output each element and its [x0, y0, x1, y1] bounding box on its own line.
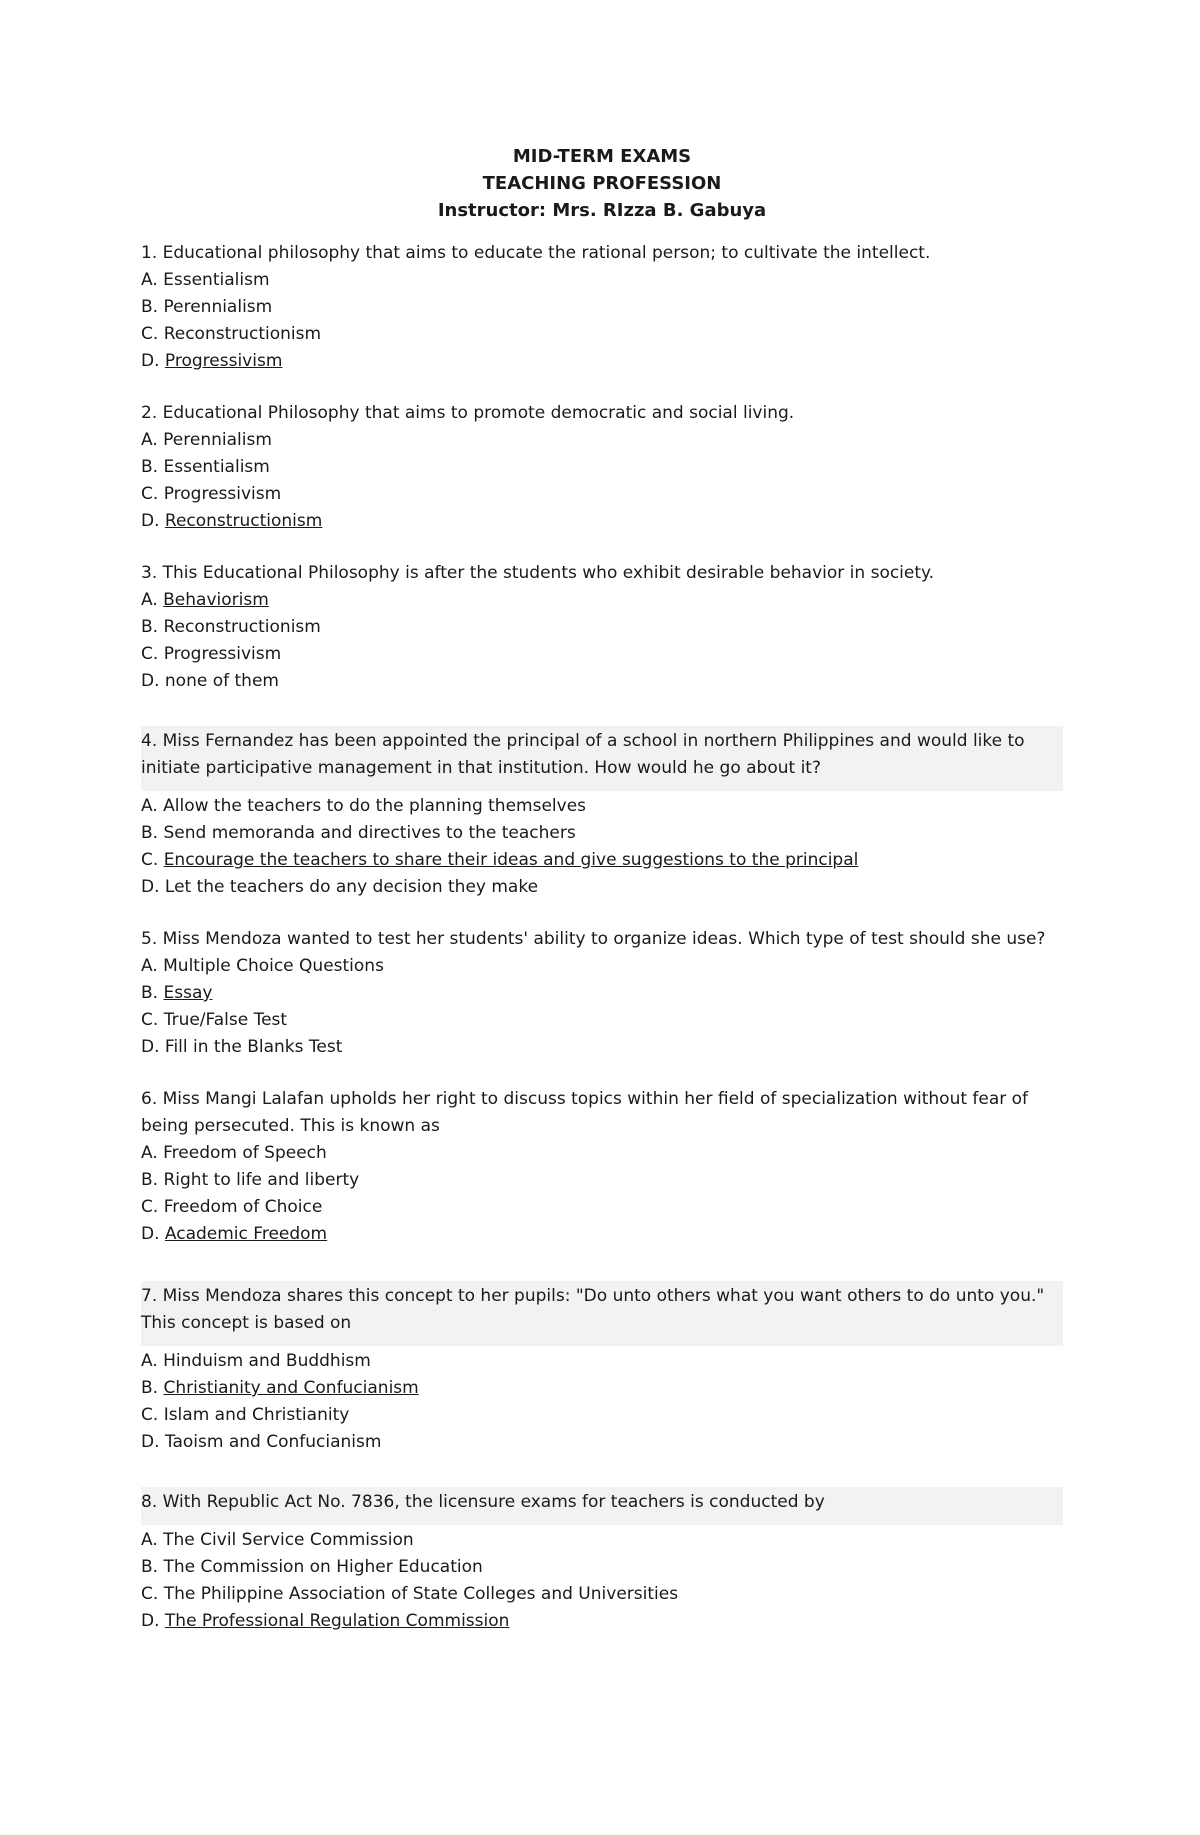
question-text: 7. Miss Mendoza shares this concept to her pupils: "Do unto others what you want others to do unto you." This concept is based on — [141, 1281, 1063, 1346]
option-text: Send memoranda and directives to the teachers — [163, 823, 576, 843]
option-c — [141, 321, 1063, 348]
option-text: Perennialism — [163, 297, 273, 317]
option-text: Islam and Christianity — [163, 1405, 350, 1425]
question-5 — [141, 926, 1063, 1061]
question-2 — [141, 400, 1063, 535]
option-letter: D. — [141, 351, 160, 371]
options-list — [141, 267, 1063, 375]
option-c — [141, 847, 1063, 874]
question-text: 3. This Educational Philosophy is after the students who exhibit desirable behavior in society. — [141, 563, 935, 583]
option-letter: D. — [141, 1037, 160, 1057]
options-list — [141, 587, 1063, 695]
option-letter: B. — [141, 457, 159, 477]
option-letter: C. — [141, 850, 159, 870]
option-text-answer: Essay — [163, 983, 213, 1003]
option-text: Freedom of Speech — [163, 1143, 327, 1163]
option-a — [141, 953, 1063, 980]
option-b — [141, 454, 1063, 481]
exam-title: MID-TERM EXAMS — [512, 146, 692, 167]
option-text-answer: Behaviorism — [163, 590, 269, 610]
option-d — [141, 874, 1063, 901]
exam-header — [141, 143, 1063, 224]
option-text: Reconstructionism — [163, 324, 322, 344]
option-text: The Civil Service Commission — [163, 1530, 414, 1550]
option-text: none of them — [164, 671, 279, 691]
option-c — [141, 1581, 1063, 1608]
option-letter: D. — [141, 671, 160, 691]
option-letter: D. — [141, 1611, 160, 1631]
option-letter: B. — [141, 297, 159, 317]
option-text: Hinduism and Buddhism — [163, 1351, 371, 1371]
option-text-answer: Academic Freedom — [164, 1224, 328, 1244]
option-b — [141, 1167, 1063, 1194]
question-1 — [141, 240, 1063, 375]
option-text-answer: Christianity and Confucianism — [163, 1378, 419, 1398]
option-text: Let the teachers do any decision they make — [164, 877, 539, 897]
option-letter: D. — [141, 511, 160, 531]
option-c — [141, 1402, 1063, 1429]
option-letter: B. — [141, 1378, 159, 1398]
options-list — [141, 953, 1063, 1061]
option-text: The Philippine Association of State Colleges and Universities — [163, 1584, 679, 1604]
option-letter: A. — [141, 956, 158, 976]
option-text: Freedom of Choice — [163, 1197, 323, 1217]
option-letter: C. — [141, 1405, 159, 1425]
option-text: Reconstructionism — [163, 617, 321, 637]
option-text: Essentialism — [163, 457, 270, 477]
course-title: TEACHING PROFESSION — [482, 173, 722, 194]
question-text: 6. Miss Mangi Lalafan upholds her right to discuss topics within her field of specialization without fear of being persecuted. This is known as — [141, 1089, 1029, 1136]
option-text-answer: Progressivism — [164, 351, 283, 371]
option-letter: A. — [141, 590, 158, 610]
option-letter: B. — [141, 1170, 159, 1190]
question-text: 4. Miss Fernandez has been appointed the principal of a school in northern Philippines and would like to initiate participative management in that institution. How would he go about it? — [141, 726, 1063, 791]
option-letter: C. — [141, 484, 159, 504]
option-letter: B. — [141, 983, 159, 1003]
option-d — [141, 1429, 1063, 1456]
option-a — [141, 793, 1063, 820]
option-c — [141, 1194, 1063, 1221]
option-letter: A. — [141, 796, 158, 816]
option-a — [141, 587, 1063, 614]
option-d — [141, 668, 1063, 695]
option-d — [141, 508, 1063, 535]
option-text: The Commission on Higher Education — [163, 1557, 483, 1577]
option-letter: A. — [141, 1530, 158, 1550]
option-a — [141, 267, 1063, 294]
options-list — [141, 1527, 1063, 1635]
option-letter: C. — [141, 1010, 159, 1030]
option-d — [141, 1034, 1063, 1061]
option-letter: D. — [141, 1432, 160, 1452]
instructor-line: Instructor: Mrs. RIzza B. Gabuya — [437, 200, 767, 221]
question-text: 8. With Republic Act No. 7836, the licensure exams for teachers is conducted by — [141, 1487, 1063, 1525]
option-letter: A. — [141, 270, 158, 290]
question-7 — [141, 1281, 1063, 1456]
option-a — [141, 1348, 1063, 1375]
option-b — [141, 614, 1063, 641]
option-letter: D. — [141, 1224, 160, 1244]
question-8 — [141, 1487, 1063, 1635]
options-list — [141, 1140, 1063, 1248]
option-a — [141, 1140, 1063, 1167]
options-list — [141, 1348, 1063, 1456]
option-letter: B. — [141, 617, 159, 637]
option-d — [141, 1608, 1063, 1635]
option-b — [141, 980, 1063, 1007]
option-text-answer: Reconstructionism — [164, 511, 323, 531]
option-letter: B. — [141, 1557, 159, 1577]
question-6 — [141, 1086, 1063, 1248]
option-c — [141, 481, 1063, 508]
option-a — [141, 427, 1063, 454]
option-letter: B. — [141, 823, 159, 843]
option-text: Progressivism — [163, 644, 282, 664]
option-text: Fill in the Blanks Test — [164, 1037, 343, 1057]
option-text-answer: Encourage the teachers to share their ideas and give suggestions to the principal — [163, 850, 859, 870]
question-text: 2. Educational Philosophy that aims to promote democratic and social living. — [141, 403, 795, 423]
option-c — [141, 1007, 1063, 1034]
option-text: Essentialism — [163, 270, 270, 290]
option-b — [141, 294, 1063, 321]
option-b — [141, 1375, 1063, 1402]
option-letter: A. — [141, 430, 158, 450]
option-text-answer: The Professional Regulation Commission — [164, 1611, 510, 1631]
option-text: Right to life and liberty — [163, 1170, 360, 1190]
option-letter: C. — [141, 644, 159, 664]
question-text: 1. Educational philosophy that aims to educate the rational person; to cultivate the intellect. — [141, 243, 931, 263]
option-b — [141, 820, 1063, 847]
option-letter: C. — [141, 1584, 159, 1604]
option-c — [141, 641, 1063, 668]
option-a — [141, 1527, 1063, 1554]
question-text: 5. Miss Mendoza wanted to test her students' ability to organize ideas. Which type of test should she use? — [141, 929, 1046, 949]
option-text: Perennialism — [163, 430, 272, 450]
question-4 — [141, 726, 1063, 901]
option-b — [141, 1554, 1063, 1581]
option-d — [141, 348, 1063, 375]
option-letter: C. — [141, 324, 159, 344]
option-text: True/False Test — [163, 1010, 288, 1030]
option-letter: A. — [141, 1143, 158, 1163]
option-text: Taoism and Confucianism — [164, 1432, 382, 1452]
option-letter: D. — [141, 877, 160, 897]
options-list — [141, 427, 1063, 535]
options-list — [141, 793, 1063, 901]
option-d — [141, 1221, 1063, 1248]
option-text: Allow the teachers to do the planning themselves — [163, 796, 587, 816]
question-3 — [141, 560, 1063, 695]
option-text: Multiple Choice Questions — [163, 956, 384, 976]
option-letter: C. — [141, 1197, 159, 1217]
option-letter: A. — [141, 1351, 158, 1371]
option-text: Progressivism — [163, 484, 282, 504]
